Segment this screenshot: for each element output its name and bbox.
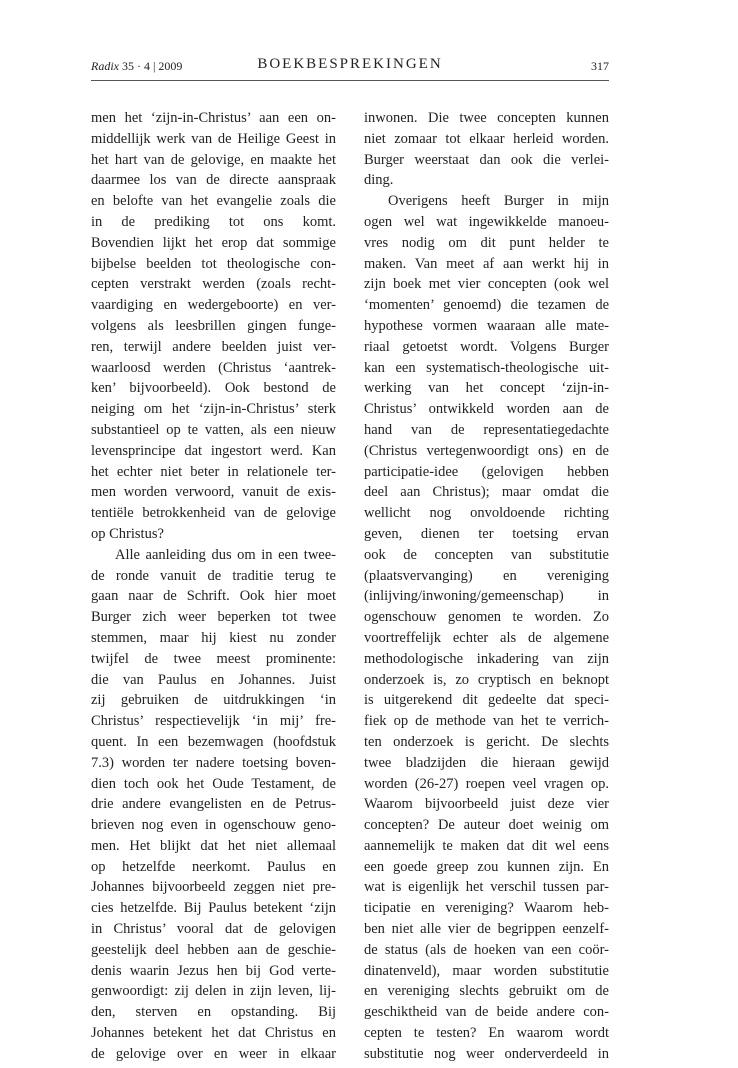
- text-line: ticipatie en vereniging? Waarom heb-: [364, 900, 609, 917]
- text-line: cies hetzelfde. Bij Paulus betekent ‘zijn: [91, 900, 336, 917]
- text-line: een goede greep zou kunnen zijn. En: [364, 858, 609, 875]
- text-line: fiek op de methode van het te verrich-: [364, 713, 609, 730]
- text-line: het hart van de gelovige, en maakte het: [91, 151, 336, 168]
- text-line: dien toch ook het Oude Testament, de: [91, 775, 336, 792]
- text-line: zij gebruiken de uitdrukkingen ‘in: [91, 692, 336, 709]
- text-line: daarmee los van de directe aanspraak: [91, 172, 336, 189]
- paragraph: [364, 191, 609, 1064]
- journal-issue: 35 · 4 | 2009: [122, 59, 183, 73]
- text-line: Christus’ respectievelijk ‘in mij’ fre-: [91, 713, 336, 730]
- page-number: 317: [591, 59, 609, 73]
- text-line: Alle aanleiding dus om in een twee-: [115, 546, 336, 563]
- text-line: Johannes betekent het dat Christus en: [91, 1025, 336, 1042]
- text-line: zijn boek met vier concepten (ook wel: [364, 276, 609, 293]
- text-line: ogen wel wat ingewikkelde manoeu-: [364, 213, 609, 230]
- section-title: BOEKBESPREKINGEN: [257, 56, 443, 72]
- text-line: in Christus’ vooral dat de gelovigen: [91, 921, 336, 938]
- text-line: quent. In een bezemwagen (hoofdstuk: [91, 733, 336, 750]
- text-line: werking van het concept ‘zijn-in-: [364, 380, 609, 397]
- text-line: op Christus?: [91, 525, 164, 542]
- text-line: hypothese vormen waaraan alle mate-: [364, 317, 609, 334]
- paragraph: [91, 108, 336, 545]
- text-line: dinatenveld), maar worden substitutie: [364, 962, 609, 979]
- text-line: (Christus vertegenwoordigt ons) en de: [364, 442, 609, 459]
- text-line: cepten te testen? En waarom wordt: [364, 1025, 609, 1042]
- text-line: den, sterven en opstanding. Bij: [91, 1004, 336, 1021]
- text-line: deel aan Christus); maar omdat die: [364, 484, 609, 501]
- paragraph: [91, 545, 336, 1065]
- text-line: Bovendien lijkt het erop dat sommige: [91, 234, 336, 251]
- text-line: Overigens heeft Burger in mijn: [388, 193, 609, 210]
- text-line: inwonen. Die twee concepten kunnen: [364, 110, 609, 126]
- text-line: onderzoek is, zo cryptisch en beknopt: [364, 671, 609, 688]
- text-line: levensprincipe dat ingestort werd. Kan: [91, 442, 336, 459]
- text-column-left: [91, 108, 336, 1065]
- text-line: men het ‘zijn-in-Christus’ aan een on-: [91, 110, 336, 126]
- text-line: cepten verstrakt werden (zoals recht-: [91, 276, 336, 293]
- text-line: de status (als de hoeken van een coör-: [364, 941, 609, 958]
- text-line: 7.3) worden ter nadere toetsing boven-: [91, 754, 336, 771]
- text-line: Christus’ ontwikkeld worden aan de: [364, 401, 609, 418]
- text-line: de gelovige over en weer in elkaar: [91, 1045, 336, 1062]
- text-line: volgens als leesbrillen gingen funge-: [91, 317, 336, 334]
- text-line: genwoordigt: zij delen in zijn leven, lij-: [91, 983, 336, 1000]
- paragraph: [364, 108, 609, 191]
- text-line: brieven nog even in ogenschouw geno-: [91, 817, 336, 834]
- text-line: voortreffelijk echter als de algemene: [364, 629, 609, 646]
- text-line: ren, terwijl andere beelden juist ver-: [91, 338, 336, 355]
- text-line: neiging om het ‘zijn-in-Christus’ sterk: [91, 401, 336, 418]
- text-line: kan een systematisch-theologische uit-: [364, 359, 609, 376]
- text-line: geestelijk deel hebben aan de geschie-: [91, 941, 336, 958]
- text-line: de ronde vanuit de traditie terug te: [91, 567, 336, 584]
- text-line: denis waarin Jezus hen bij God verte-: [91, 962, 336, 979]
- text-line: ding.: [364, 172, 394, 189]
- text-line: riaal getoetst wordt. Volgens Burger: [364, 338, 609, 355]
- text-line: (plaatsvervanging) en vereniging: [364, 567, 609, 584]
- text-line: het echter niet beter in relationele ter-: [91, 463, 336, 480]
- text-line: ‘momenten’ genoemd) die tezamen de: [364, 297, 609, 314]
- text-line: men. Het blijkt dat het niet allemaal: [91, 837, 336, 854]
- text-line: is uitgerekend dit gedeelte dat speci-: [364, 692, 609, 709]
- text-line: tentiële betrokkenheid van de gelovige: [91, 505, 336, 522]
- text-line: geven, dienen ter toetsing ervan: [364, 525, 609, 542]
- text-line: geschiktheid van de beide andere con-: [364, 1004, 609, 1021]
- text-line: vaardiging en wedergeboorte) en ver-: [91, 297, 336, 314]
- text-line: stemmen, maar hij kiest nu zonder: [91, 629, 336, 646]
- text-line: die van Paulus en Johannes. Juist: [91, 671, 336, 688]
- text-line: op hetzelfde neerkomt. Paulus en: [91, 858, 336, 875]
- text-line: concepten? De auteur doet weinig om: [364, 817, 609, 834]
- text-line: ook de concepten van substitutie: [364, 546, 609, 563]
- text-line: participatie-idee (gelovigen hebben: [364, 463, 609, 480]
- text-line: bijbelse beelden tot theologische con-: [91, 255, 336, 272]
- text-line: substitutie nog weer onderverdeeld in: [364, 1045, 609, 1062]
- text-line: Burger weerstaat dan ook die verlei-: [364, 151, 609, 168]
- text-line: hand van de representatiegedachte: [364, 421, 609, 438]
- text-line: ten onderzoek is gericht. De slechts: [364, 733, 609, 750]
- text-line: Johannes bijvoorbeeld zeggen niet pre-: [91, 879, 336, 896]
- text-line: twee bladzijden die hieraan gewijd: [364, 754, 609, 771]
- text-line: maken. Van meet af aan werkt hij in: [364, 255, 609, 272]
- text-line: worden (26-27) roepen veel vragen op.: [364, 775, 609, 792]
- text-line: en vereniging slechts gebruikt om de: [364, 983, 609, 1000]
- text-line: substantieel op te vatten, als een nieuw: [91, 421, 336, 438]
- text-line: vres nodig om dit punt helder te: [364, 234, 609, 251]
- text-line: methodologische inkadering van zijn: [364, 650, 609, 667]
- text-line: middellijk werk van de Heilige Geest in: [91, 130, 336, 147]
- journal-name: Radix: [91, 59, 119, 73]
- running-header: [91, 56, 609, 81]
- text-line: drie andere evangelisten en de Petrus-: [91, 796, 336, 813]
- text-line: gaan naar de Schrift. Ook hier moet: [91, 588, 336, 605]
- text-line: in de prediking tot ons komt.: [91, 213, 336, 230]
- text-line: ogenschouw genomen te worden. Zo: [364, 609, 609, 626]
- text-line: Waarom bijvoorbeeld juist deze vier: [364, 796, 609, 813]
- text-column-right: [364, 108, 609, 1065]
- text-line: wellicht nog onvoldoende richting: [364, 505, 609, 522]
- text-line: wat is eigenlijk het verschil tussen par-: [364, 879, 609, 896]
- text-line: (inlijving/inwoning/gemeenschap) in: [364, 588, 609, 605]
- text-line: ken’ bijvoorbeeld). Ook bestond de: [91, 380, 336, 397]
- text-line: niet zomaar tot elkaar herleid worden.: [364, 130, 609, 147]
- text-line: Burger zich weer beperken tot twee: [91, 609, 336, 626]
- text-line: ben niet alle vier de begrippen eenzelf-: [364, 921, 609, 938]
- text-line: en belofte van het evangelie zoals die: [91, 193, 336, 210]
- text-line: twijfel de twee meest prominente:: [91, 650, 336, 667]
- text-line: men worden verwoord, vanuit de exis-: [91, 484, 336, 501]
- text-line: waarloosd werden (Christus ‘aantrek-: [91, 359, 336, 376]
- text-line: aannemelijk te maken dat dit wel eens: [364, 837, 609, 854]
